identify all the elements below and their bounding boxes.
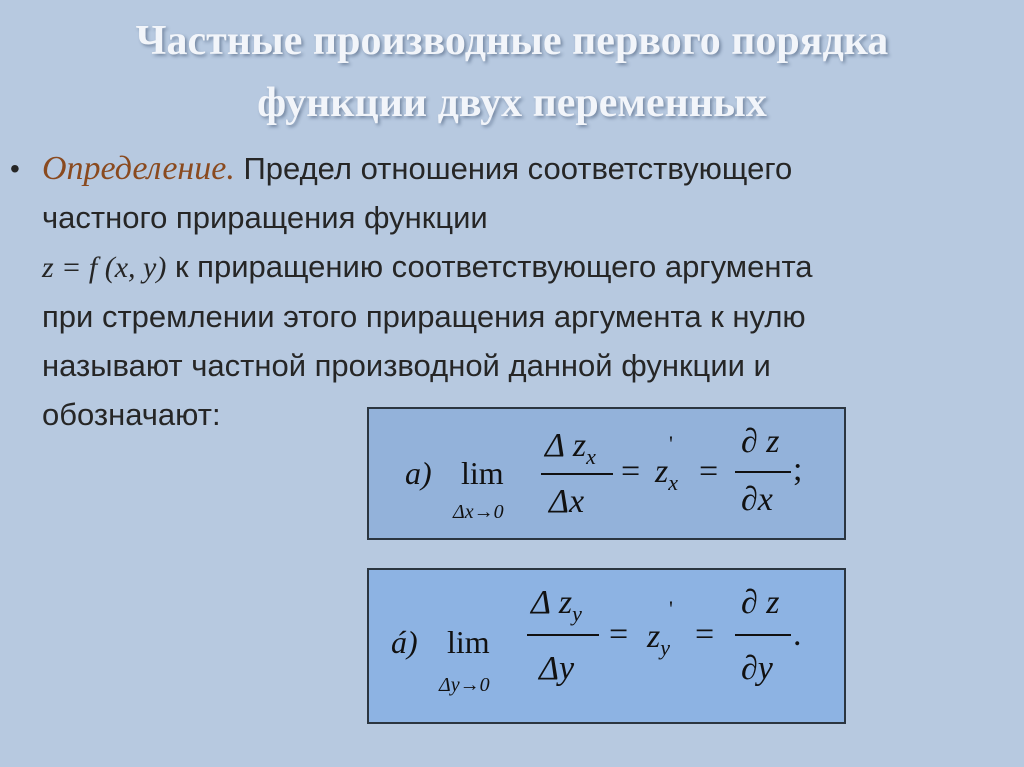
- definition-text: [10, 144, 1002, 439]
- body-line-3: [42, 242, 1002, 292]
- formula-b-label: á): [391, 624, 418, 660]
- body-line-2: частного приращения функции: [42, 200, 488, 235]
- formula-b-numerator: Δ $z_y$: [531, 584, 582, 626]
- title-line-2: функции двух переменных: [257, 80, 767, 126]
- definition-label: Определение.: [42, 150, 235, 187]
- formula-box-a: [367, 407, 846, 540]
- slide-title: [40, 10, 984, 134]
- formula-a-partial-den: ∂x: [741, 481, 773, 518]
- formula-a-prime: ': [669, 431, 673, 456]
- formula-a-label: a): [405, 455, 432, 491]
- formula-a-numerator: Δ $z_x$: [545, 427, 596, 469]
- title-line-1: Частные производные первого порядка: [135, 18, 889, 64]
- formula-a-lim: lim: [461, 455, 504, 491]
- formula-a-equals-2: =: [699, 453, 719, 490]
- body-line-1: [42, 144, 1002, 193]
- formula-b-prime: ': [669, 596, 673, 621]
- formula-a-lim-sub: Δx→0: [453, 501, 504, 523]
- body-line-5: называют частной производной данной функции и: [42, 348, 771, 383]
- formula-a-equals-1: =: [621, 453, 641, 490]
- formula-b-lim-sub: Δy→0: [439, 674, 490, 696]
- formula-box-b: [367, 568, 846, 724]
- formula-b-denominator: Δy: [539, 650, 575, 687]
- formula-b-lim: lim: [447, 624, 490, 660]
- formula-a-fraction-bar: [541, 473, 613, 475]
- body-line-1-rest: Предел отношения соответствующего: [234, 151, 793, 186]
- body-line-6: обозначают:: [42, 397, 221, 432]
- formula-a-partial-num: ∂ z: [741, 423, 780, 460]
- formula-a-z-prime: $z_x$: [655, 453, 678, 495]
- formula-a-semicolon: ;: [793, 451, 803, 488]
- formula-b-equals-1: =: [609, 616, 629, 653]
- formula-b-equals-2: =: [695, 616, 715, 653]
- formula-a-denominator: Δx: [549, 483, 585, 520]
- formula-b-fraction-bar: [527, 634, 599, 636]
- bullet-icon: •: [10, 153, 20, 184]
- formula-b-partial-num: ∂ z: [741, 584, 780, 621]
- body-line-3-rest: к приращению соответствующего аргумента: [166, 249, 813, 284]
- formula-b-z-prime: $z_y$: [647, 618, 670, 660]
- formula-a-partial-bar: [735, 471, 791, 473]
- inline-formula: z = f (x, y): [42, 251, 167, 284]
- formula-b-partial-den: ∂y: [741, 650, 773, 687]
- formula-b-partial-bar: [735, 634, 791, 636]
- formula-b-period: .: [793, 616, 802, 653]
- body-line-4: при стремлении этого приращения аргумента к нулю: [42, 299, 806, 334]
